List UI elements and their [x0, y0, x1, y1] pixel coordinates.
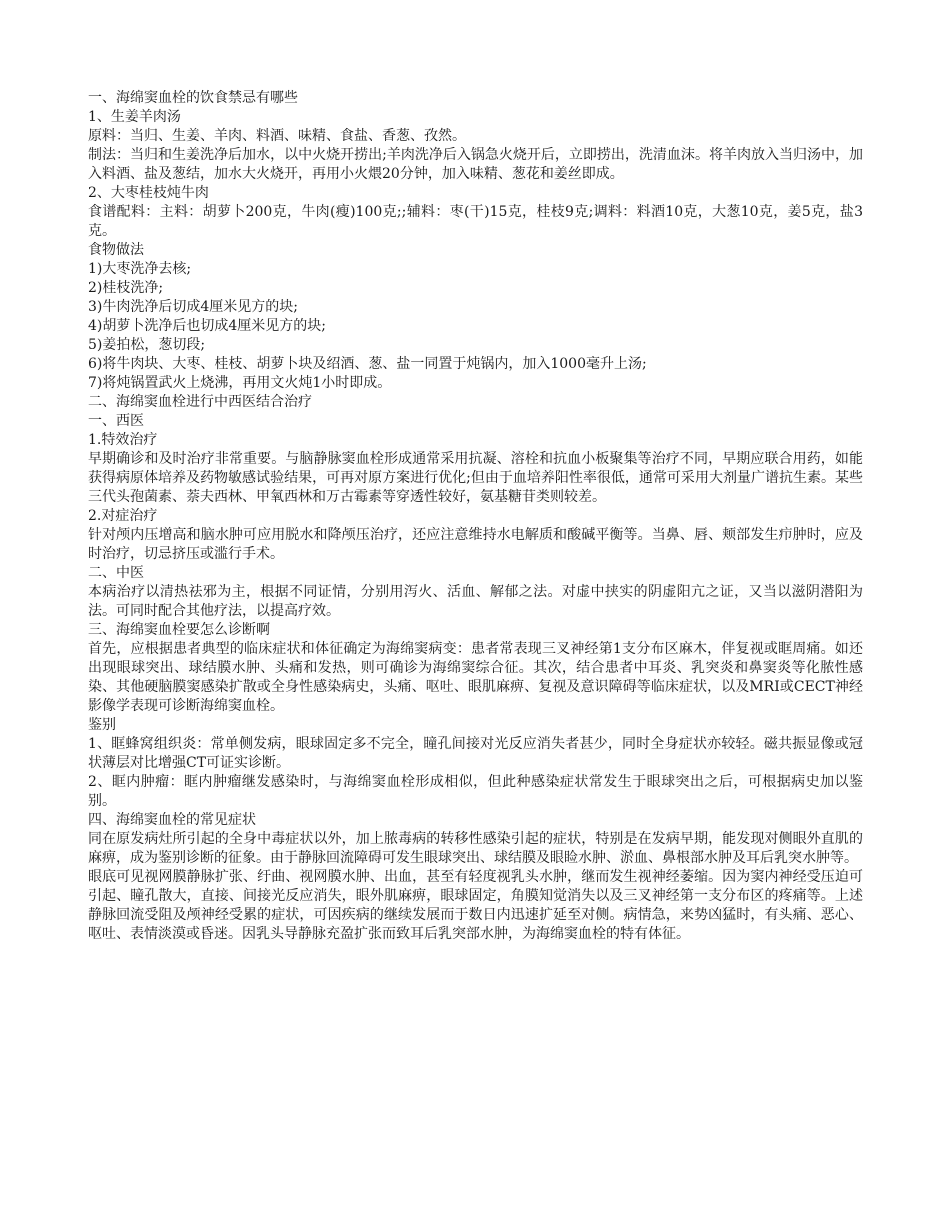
recipe-step: 2)桂枝洗净;	[88, 280, 164, 296]
recipe-step: 6)将牛肉块、大枣、桂枝、胡萝卜块及绍酒、葱、盐一同置于炖锅内，加入1000毫升上汤;	[88, 356, 647, 372]
subheading-food-method: 食物做法	[88, 242, 144, 258]
heading-integrated-treatment: 二、海绵窦血栓进行中西医结合治疗	[88, 394, 312, 410]
subheading-differential: 鉴别	[88, 717, 116, 733]
paragraph-specific-treatment: 早期确诊和及时治疗非常重要。与脑静脉窦血栓形成通常采用抗凝、溶栓和抗血小板聚集等治疗不同，早期应联合用药，如能获得病原体培养及药物敏感试验结果，可再对原方案进行优化;但由于血培养阳性率很低，通常可采用大剂量广谱抗生素。某些三代头孢菌素、萘夫西林、甲氧西林和万古霉素等穿透性较好，氨基糖苷类则较差。	[88, 451, 863, 505]
recipe-ingredients: 食谱配料：主料：胡萝卜200克，牛肉(瘦)100克;;辅料：枣(干)15克，桂枝9克;调料：料酒10克，大葱10克，姜5克，盐3克。	[88, 204, 863, 239]
paragraph-chinese-medicine: 本病治疗以清热祛邪为主，根据不同证情，分别用泻火、活血、解郁之法。对虚中挟实的阴虚阳亢之证，又当以滋阴潜阳为法。可同时配合其他疗法，以提高疗效。	[88, 584, 863, 619]
recipe-method: 制法：当归和生姜洗净后加水，以中火烧开捞出;羊肉洗净后入锅急火烧开后，立即捞出，洗清血沫。将羊肉放入当归汤中，加入料酒、盐及葱结，加水大火烧开，再用小火煨20分钟，加入味精、葱花和姜丝即成。	[88, 147, 863, 182]
subheading-western-medicine: 一、西医	[88, 413, 144, 429]
heading-diagnosis: 三、海绵窦血栓要怎么诊断啊	[88, 622, 270, 638]
recipe-step: 7)将炖锅置武火上烧沸，再用文火炖1小时即成。	[88, 375, 392, 391]
document-body	[88, 89, 863, 944]
recipe-step: 5)姜拍松，葱切段;	[88, 337, 206, 353]
paragraph-symptoms: 同在原发病灶所引起的全身中毒症状以外，加上脓毒病的转移性感染引起的症状，特别是在发病早期，能发现对侧眼外直肌的麻痹，成为鉴别诊断的征象。由于静脉回流障碍可发生眼球突出、球结膜及眼睑水肿、淤血、鼻根部水肿及耳后乳突水肿等。	[88, 831, 863, 866]
heading-common-symptoms: 四、海绵窦血栓的常见症状	[88, 812, 256, 828]
subheading-symptomatic-treatment: 2.对症治疗	[88, 508, 158, 524]
recipe-title-jujube-beef: 2、大枣桂枝炖牛肉	[88, 185, 209, 201]
paragraph-differential-cellulitis: 1、眶蜂窝组织炎：常单侧发病，眼球固定多不完全，瞳孔间接对光反应消失者甚少，同时全身症状亦较轻。磁共振显像或冠状薄层对比增强CT可证实诊断。	[88, 736, 863, 771]
paragraph-symptoms: 眼底可见视网膜静脉扩张、纡曲、视网膜水肿、出血，甚至有轻度视乳头水肿，继而发生视神经萎缩。因为窦内神经受压迫可引起、瞳孔散大，直接、间接光反应消失，眼外肌麻痹，眼球固定，角膜知觉消失以及三叉神经第一支分布区的疼痛等。上述静脉回流受阻及颅神经受累的症状，可因疾病的继续发展而于数日内迅速扩延至对侧。病情急，来势凶猛时，有头痛、恶心、呕吐、表情淡漠或昏迷。因乳头导静脉充盈扩张而致耳后乳突部水肿，为海绵窦血栓的特有体征。	[88, 869, 863, 942]
subheading-chinese-medicine: 二、中医	[88, 565, 144, 581]
paragraph-differential-tumor: 2、眶内肿瘤：眶内肿瘤继发感染时，与海绵窦血栓形成相似，但此种感染症状常发生于眼球突出之后，可根据病史加以鉴别。	[88, 774, 863, 809]
recipe-step: 4)胡萝卜洗净后也切成4厘米见方的块;	[88, 318, 326, 334]
recipe-step: 3)牛肉洗净后切成4厘米见方的块;	[88, 299, 298, 315]
recipe-step: 1)大枣洗净去核;	[88, 261, 192, 277]
heading-diet-taboos: 一、海绵窦血栓的饮食禁忌有哪些	[88, 90, 298, 106]
subheading-specific-treatment: 1.特效治疗	[88, 432, 158, 448]
recipe-title-ginger-mutton-soup: 1、生姜羊肉汤	[88, 109, 181, 125]
paragraph-diagnosis: 首先，应根据患者典型的临床症状和体征确定为海绵窦病变：患者常表现三叉神经第1支分布区麻木，伴复视或眶周痛。如还出现眼球突出、球结膜水肿、头痛和发热，则可确诊为海绵窦综合征。其次，结合患者中耳炎、乳突炎和鼻窦炎等化脓性感染、其他硬脑膜窦感染扩散或全身性感染病史，头痛、呕吐、眼肌麻痹、复视及意识障碍等临床症状，以及MRI或CECT神经影像学表现可诊断海绵窦血栓。	[88, 641, 863, 714]
paragraph-symptomatic-treatment: 针对颅内压增高和脑水肿可应用脱水和降颅压治疗，还应注意维持水电解质和酸碱平衡等。当鼻、唇、颊部发生疖肿时，应及时治疗，切忌挤压或滥行手术。	[88, 527, 863, 562]
recipe-ingredients: 原料：当归、生姜、羊肉、料酒、味精、食盐、香葱、孜然。	[88, 128, 466, 144]
